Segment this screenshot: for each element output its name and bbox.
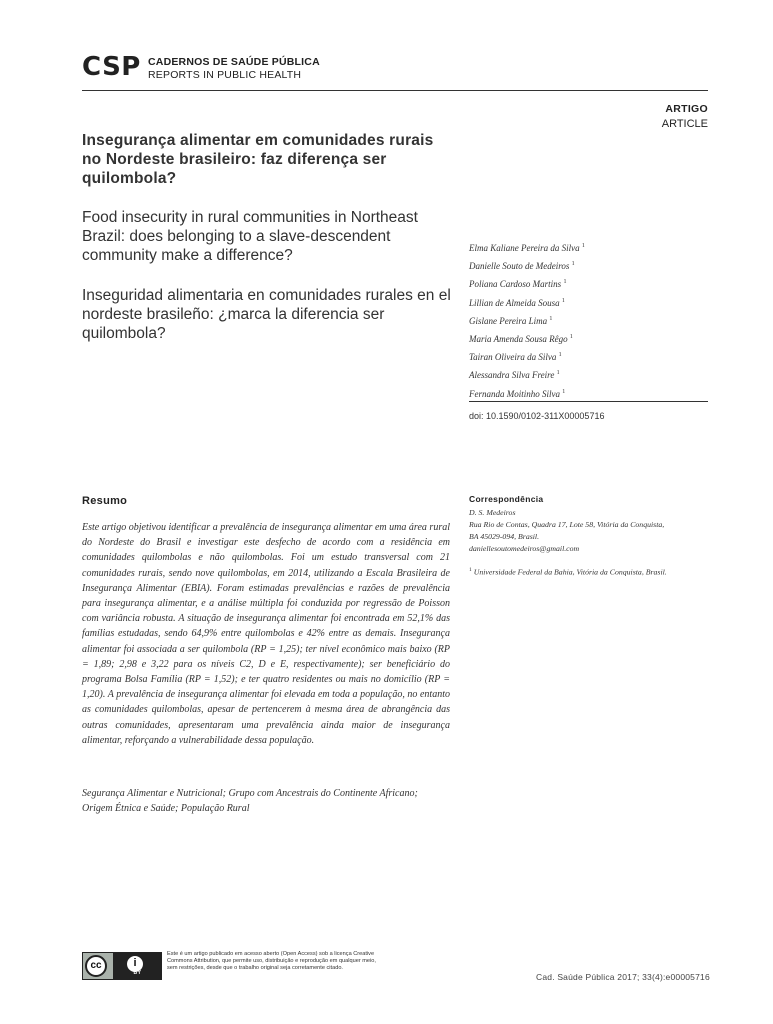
- author-name: Poliana Cardoso Martins $^1$: [469, 279, 567, 290]
- correspondence-details: [469, 507, 709, 555]
- affiliation-mark: 1: [469, 567, 472, 573]
- abstract-heading: Resumo: [82, 495, 128, 507]
- doi-link[interactable]: doi: 10.1590/0102-311X00005716: [469, 411, 605, 421]
- affiliation: [469, 567, 709, 577]
- creative-commons-badge: [82, 952, 162, 980]
- by-label: BY: [133, 970, 142, 976]
- journal-logo: CSP: [82, 52, 141, 82]
- author-name: Elma Kaliane Pereira da Silva $^1$: [469, 243, 585, 253]
- affiliation-text: Universidade Federal da Bahia, Vitória da Conquista, Brasil.: [473, 567, 667, 577]
- author-list: [469, 238, 709, 402]
- authors-divider: [469, 401, 708, 402]
- title-spanish: Inseguridad alimentaria en comunidades rurales en el nordeste brasileño: ¿marca la diferencia ser quilombola?: [82, 287, 451, 342]
- person-icon: i: [126, 955, 144, 973]
- license-text: Este é um artigo publicado em acesso aberto (Open Access) sob a licença Creative Commons Attribution, que permite uso, distribuição e reprodução em qualquer meio, sem restrições, desde que o trabalho original seja corretamente citado.: [167, 951, 376, 972]
- author-name: Gislane Pereira Lima $^1$: [469, 315, 553, 326]
- author-name: Fernanda Moitinho Silva $^1$: [469, 388, 566, 399]
- correspondence-heading: Correspondência: [469, 494, 544, 504]
- title-english: Food insecurity in rural communities in Northeast Brazil: does belonging to a slave-descendent community make a difference?: [82, 209, 418, 264]
- journal-name-pt: CADERNOS DE SAÚDE PÚBLICA: [148, 56, 320, 68]
- correspondence-address: Rua Rio de Contas, Quadra 17, Lote 58, Vitória da Conquista,: [469, 520, 665, 529]
- section-type-pt: ARTIGO: [665, 103, 708, 115]
- journal-header: [82, 52, 708, 92]
- title-portuguese: Insegurança alimentar em comunidades rurais no Nordeste brasileiro: faz diferença ser quilombola?: [82, 132, 434, 187]
- author-name: Maria Amenda Sousa Rêgo $^1$: [469, 334, 573, 345]
- journal-name: [148, 56, 320, 82]
- author-name: Lillian de Almeida Sousa $^1$: [469, 297, 565, 308]
- cc-icon: cc: [85, 955, 107, 977]
- journal-name-en: REPORTS IN PUBLIC HEALTH: [148, 69, 302, 81]
- correspondence-address: BA 45029-094, Brasil.: [469, 532, 540, 541]
- keywords: Segurança Alimentar e Nutricional; Grupo com Ancestrais do Continente Africano; Origem Étnica e Saúde; População Rural: [82, 788, 418, 814]
- author-name: Danielle Souto de Medeiros $^1$: [469, 261, 575, 272]
- author-name: Tairan Oliveira da Silva $^1$: [469, 352, 562, 363]
- header-divider: [82, 90, 708, 91]
- author-name: Alessandra Silva Freire $^1$: [469, 370, 560, 381]
- correspondence-email[interactable]: daniellesoutomedeiros@gmail.com: [469, 544, 580, 553]
- section-type-en: ARTICLE: [661, 118, 708, 130]
- section-type: [662, 102, 708, 132]
- abstract-text: Este artigo objetivou identificar a prevalência de insegurança alimentar em uma área rural do Nordeste do Brasil e investigar este desfecho de acordo com a residência em comunidades quilombolas e não quilombolas. Foi um estudo transversal com 21 comunidades rurais, sendo nove quilombolas, em 2014, utilizando a Escala Brasileira de Insegurança Alimentar (EBIA). Foram estimadas prevalências e razões de prevalência para insegurança alimentar, e a análise múltipla foi conduzida por regressão de Poisson com variância robusta. A situação de insegurança alimentar foi encontrada em 52,1% das famílias estudadas, sendo 64,9% entre quilombolas e 42% entre as demais. Insegurança alimentar foi associada a ser quilombola (RP = 1,25); ter nível econômico mais baixo (RP = 1,89; 2,98 e 3,22 para os níveis C2, D e E, respectivamente); ser beneficiário do programa Bolsa Família (RP = 1,52); e ter quatro residentes ou mais no domicílio (RP = 1,20). A prevalência de insegurança alimentar foi elevada em toda a população, no entanto as comunidades quilombolas, apesar de pertencerem à mesma área de abrangência das outras comunidades, apresentaram uma prevalência ainda maior de insegurança alimentar, reforçando a vulnerabilidade dessa população.: [82, 522, 450, 746]
- correspondence-name: D. S. Medeiros: [469, 508, 516, 517]
- citation-footer: Cad. Saúde Pública 2017; 33(4):e00005716: [536, 972, 710, 982]
